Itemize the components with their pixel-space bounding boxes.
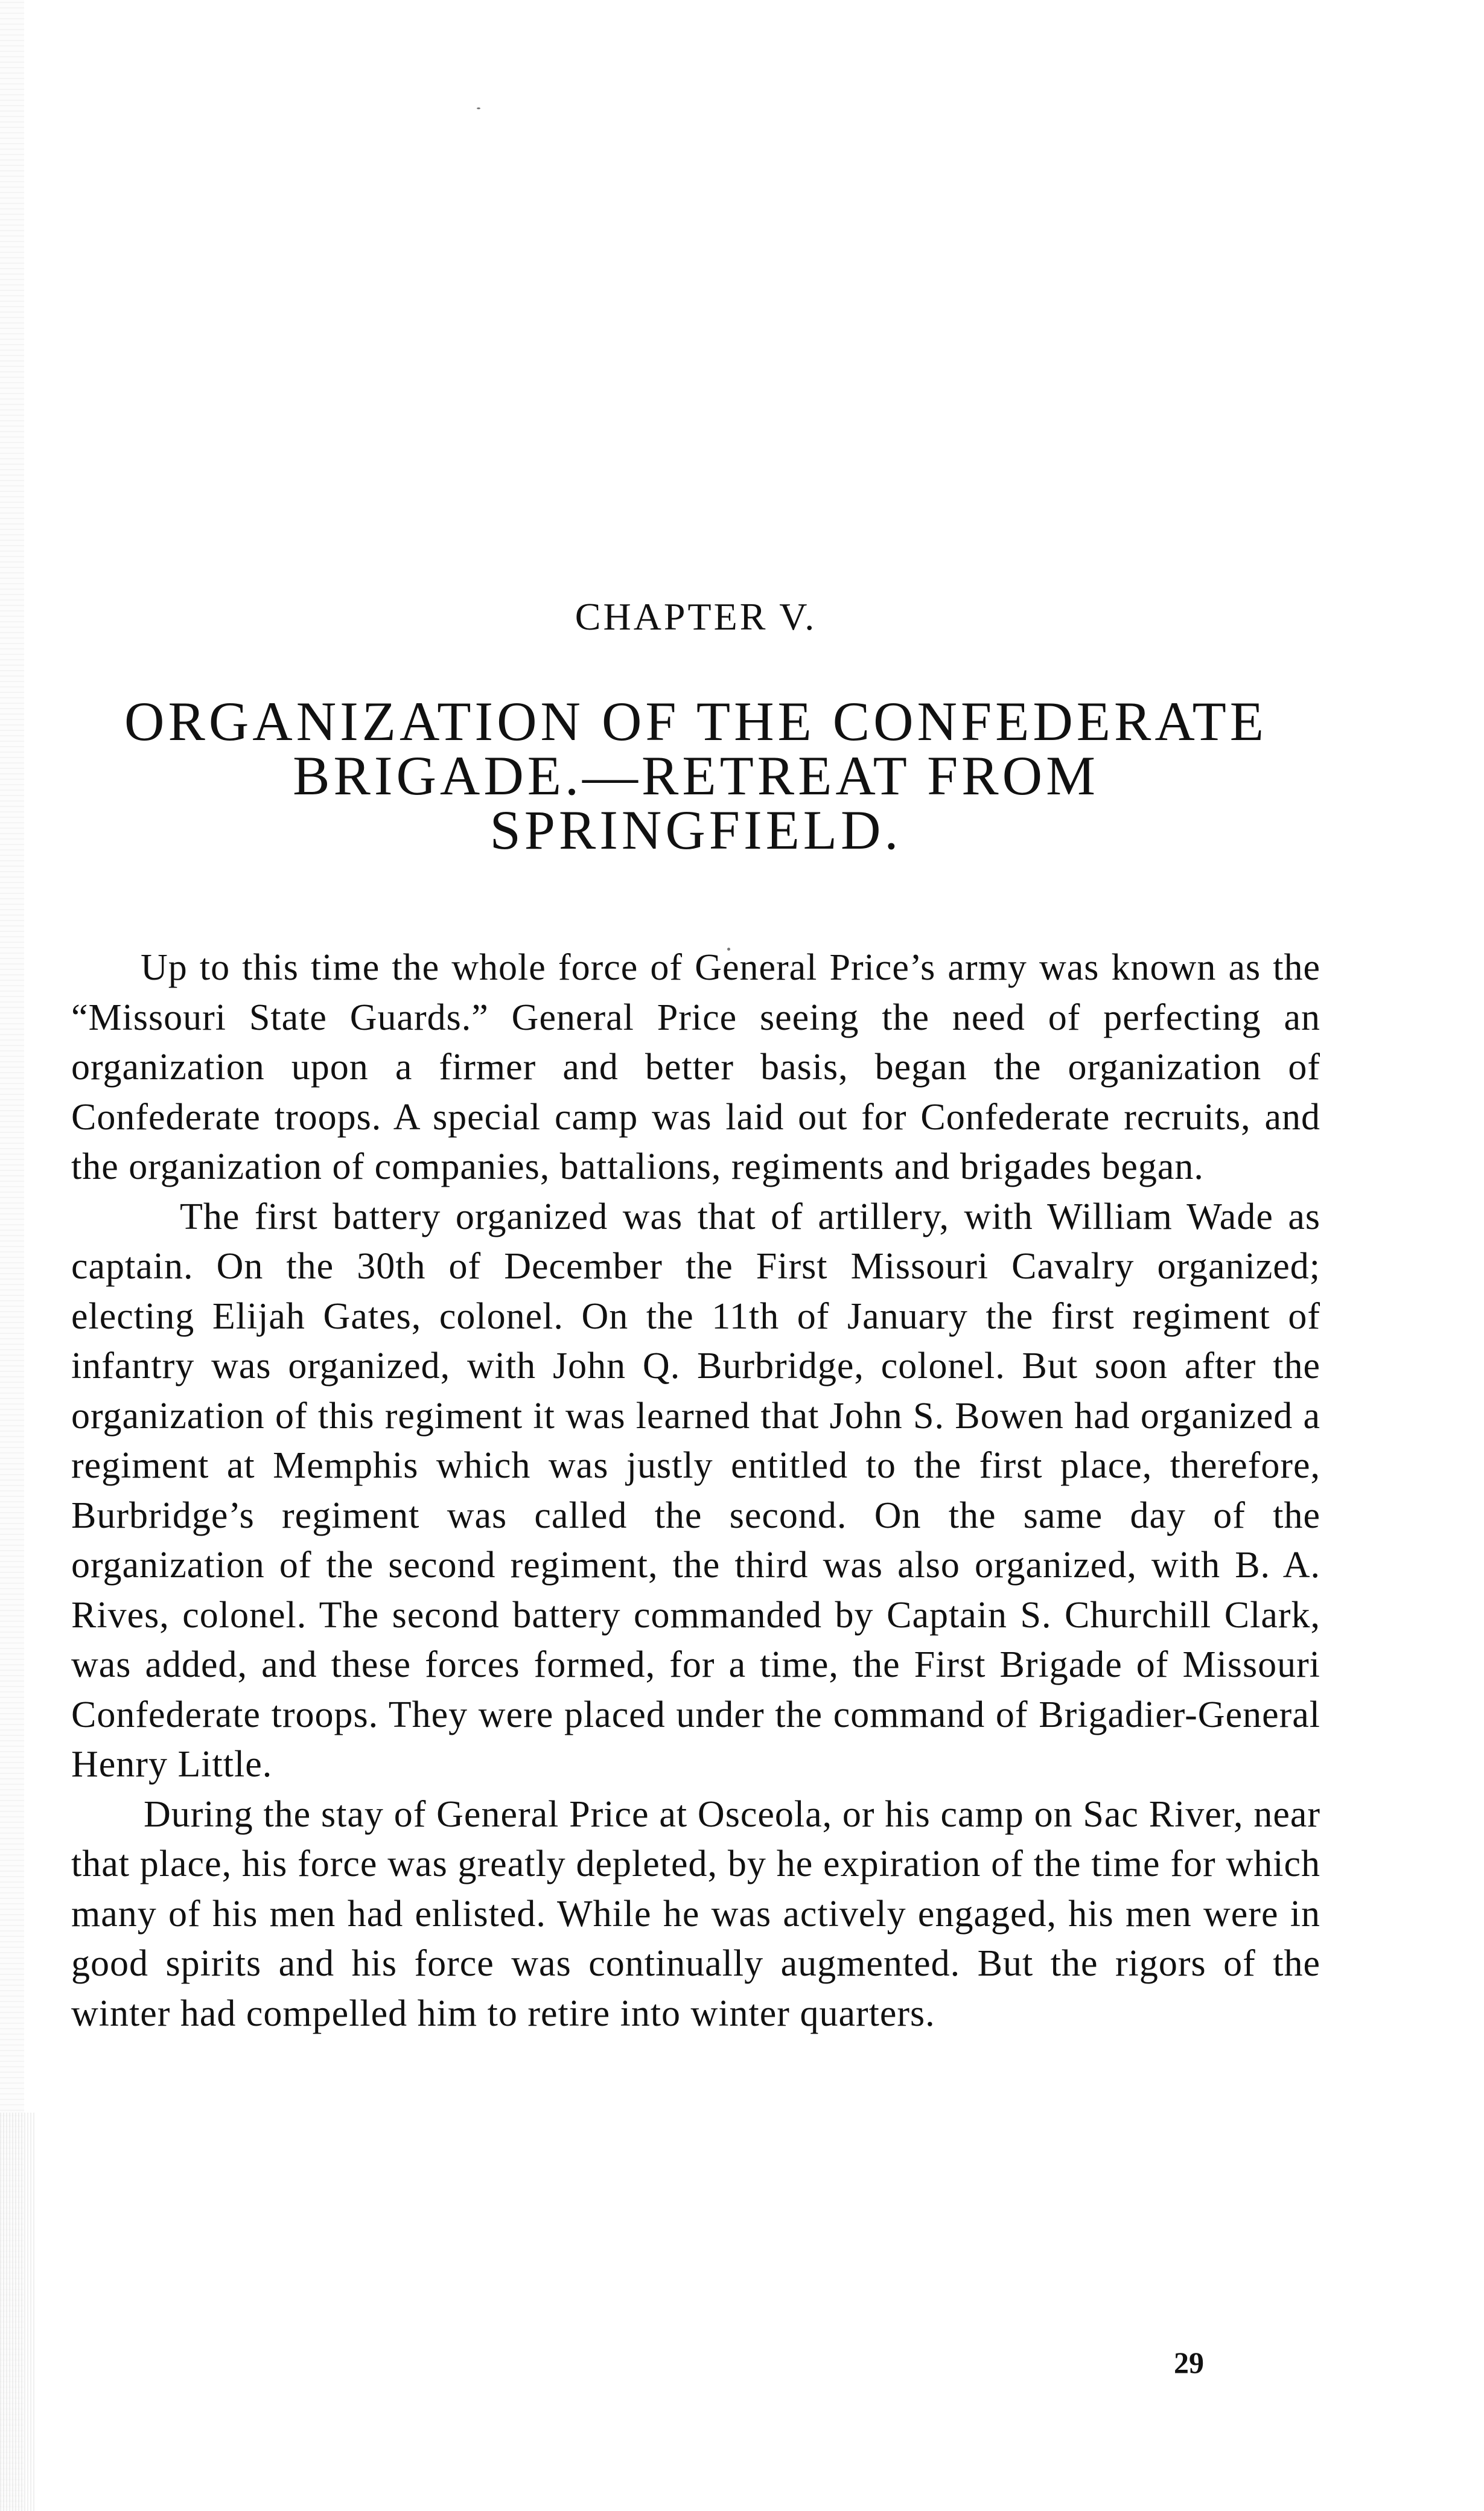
chapter-title-line: BRIGADE.—RETREAT FROM xyxy=(293,745,1099,806)
paragraph: Up to this time the whole force of General Price’s army was known as the “Missouri State Guards.” General Price seeing the need of perfecting an organization upon a firmer and better basis, began the organization of Confederate troops. A special camp was laid out for Confederate recruits, and the organization of companies, battalions, regiments and brigades began. xyxy=(71,947,1320,1187)
chapter-title-line: ORGANIZATION OF THE CONFEDERATE xyxy=(124,691,1267,752)
scan-speck xyxy=(477,107,480,109)
paragraph: During the stay of General Price at Osceola, or his camp on Sac River, near that place, his force was greatly depleted, by he expiration of the time for which many of his men had enlisted. While he was actively engaged, his men were in good spirits and his force was continually augmented. But the rigors of the winter had compelled him to retire into winter quarters. xyxy=(71,1793,1320,2034)
paragraph: The first battery organized was that of artillery, with William Wade as captain. On the 30th of December the First Missouri Cavalry organized; electing Elijah Gates, colonel. On the 11th of January the first regiment of infantry was organized, with John Q. Burbridge, colonel. But soon after the organization of this regiment it was learned that John S. Bowen had organized a regiment at Memphis which was justly entitled to the first place, therefore, Burbridge’s regiment was called the second. On the same day of the organization of the second regiment, the third was also organized, with B. A. Rives, colonel. The second battery commanded by Captain S. Churchill Clark, was added, and these forces formed, for a time, the First Brigade of Missouri Confederate troops. They were placed under the command of Brigadier-General Henry Little. xyxy=(71,1196,1320,1785)
chapter-title-line: SPRINGFIELD. xyxy=(489,799,902,861)
scan-edge-artifact xyxy=(0,2113,36,2511)
chapter-title xyxy=(71,691,1320,861)
body-text xyxy=(71,943,1320,2038)
chapter-label: CHAPTER V. xyxy=(575,595,817,638)
page-number: 29 xyxy=(1174,2346,1204,2379)
